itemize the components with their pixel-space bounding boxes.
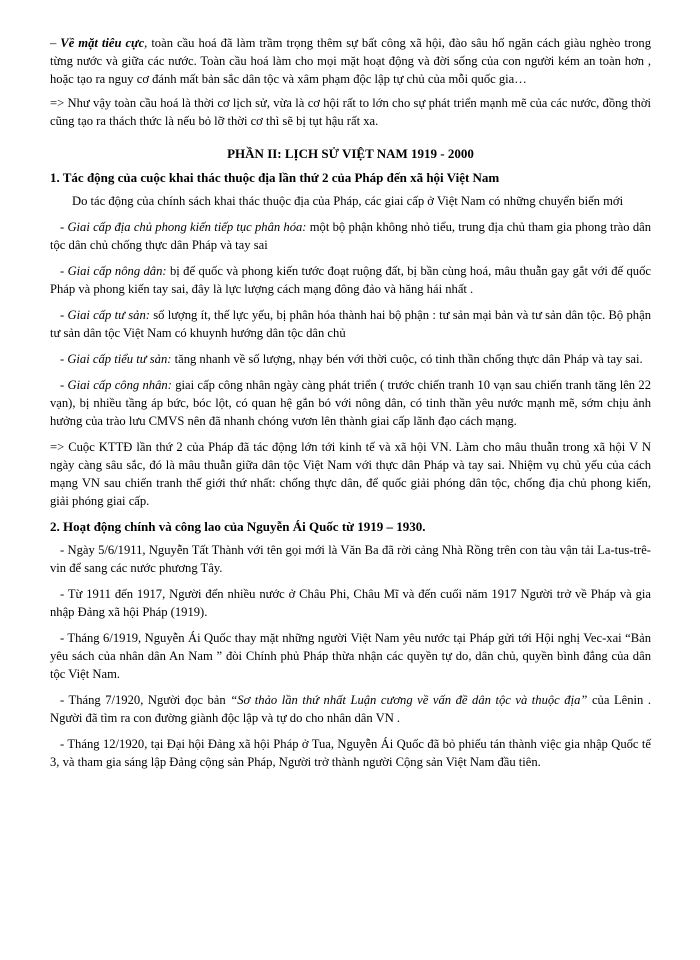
class-landlord: - Giai cấp địa chủ phong kiến tiếp tục phân hóa: một bộ phận không nhỏ tiểu, trung địa chủ tham gia phong trào dân tộc dân chủ chống thực dân Pháp và tay sai [50, 220, 652, 252]
activity-item: - Tháng 6/1919, Nguyễn Ái Quốc thay mặt những người Việt Nam yêu nước tại Pháp gửi tới Hội nghị Vec-xai “Bản yêu sách của nhân dân An Nam ” đòi Chính phủ Pháp thừa nhận các quyền tự do, dân chủ, quyền bình đẳng của dân tộc Việt Nam. [50, 631, 651, 681]
part-title: PHẦN II: LỊCH SỬ VIỆT NAM 1919 - 2000 [227, 146, 474, 161]
class-bourgeoisie: - Giai cấp tư sản: số lượng ít, thế lực yếu, bị phân hóa thành hai bộ phận : tư sản mại bản và tư sản dân tộc. Bộ phận tư sản dân tộc Việt Nam có khuynh hướng dân tộc dân chủ [50, 308, 651, 340]
section-2-title: 2. Hoạt động chính và công lao của Nguyễn Ái Quốc từ 1919 – 1930. [50, 519, 426, 534]
globalization-conclusion: => Như vậy toàn cầu hoá là thời cơ lịch sử, vừa là cơ hội rất to lớn cho sự phát triển mạnh mẽ của các nước, đồng thời cũng tạo ra thách thức là nếu bỏ lỡ thời cơ thì sẽ bị tụt hậu rất xa. [50, 96, 651, 128]
negative-aspect-label: Về mặt tiêu cực [60, 36, 145, 50]
negative-aspect-paragraph: – Về mặt tiêu cực, toàn cầu hoá đã làm trầm trọng thêm sự bất công xã hội, đào sâu hố ngăn cách giàu nghèo trong từng nước và giữa các nước. Toàn cầu hoá làm cho mọi mặt hoạt động và đời sống của con người kém an toàn hơn , hoặc tạo ra nguy cơ đánh mất bản sắc dân tộc và xâm phạm độc lập tự chủ của mỗi quốc gia… [50, 36, 651, 86]
activity-item: - Từ 1911 đến 1917, Người đến nhiều nước ở Châu Phi, Châu Mĩ và đến cuối năm 1917 Người trở về Pháp và gia nhập Đảng xã hội Pháp (1919). [50, 587, 651, 619]
class-peasant: - Giai cấp nông dân: bị đế quốc và phong kiến tước đoạt ruộng đất, bị bần cùng hoá, mâu thuẫn gay gắt với đế quốc Pháp và phong kiến tay sai, đây là lực lượng cách mạng đông đảo và hăng hái nhất . [50, 264, 651, 296]
class-worker: - Giai cấp công nhân: giai cấp công nhân ngày càng phát triển ( trước chiến tranh 10 vạn sau chiến tranh tăng lên 22 vạn), bị nhiều tầng áp bức, bóc lột, có quan hệ gắn bó với nông dân, có tinh thần yêu nước mạnh mẽ, sớm chịu ảnh hưởng của trào lưu CMVS nên đã nhanh chóng vươn lên thành giai cấp lãnh đạo cách mạng. [50, 378, 651, 428]
section-1-intro: Do tác động của chính sách khai thác thuộc địa của Pháp, các giai cấp ở Việt Nam có những chuyển biến mới [72, 194, 624, 208]
section-1-conclusion: => Cuộc KTTĐ lần thứ 2 của Pháp đã tác động lớn tới kinh tế và xã hội VN. Làm cho mâu thuẫn trong xã hội V N ngày càng sâu sắc, đó là mâu thuẫn giữa dân tộc Việt Nam với thực dân Pháp và tay sai. Nhiệm vụ chủ yếu của cách mạng VN sau chiến tranh thế giới thứ nhất: chống thực dân, để quốc giải phóng dân tộc, chống địa chủ phong kiến, giải phóng giai cấp. [50, 440, 651, 508]
document-title-quote: “Sơ thảo lần thứ nhất Luận cương về vấn đề dân tộc và thuộc địa” [230, 693, 588, 707]
class-petty-bourgeoisie: - Giai cấp tiểu tư sản: tăng nhanh về số lượng, nhạy bén với thời cuộc, có tinh thần chống thực dân Pháp và tay sai. [60, 352, 643, 366]
activity-item: - Ngày 5/6/1911, Nguyễn Tất Thành với tên gọi mới là Văn Ba đã rời cảng Nhà Rồng trên con tàu vận tải La-tus-trê-vin để sang các nước phương Tây. [50, 543, 651, 575]
section-1-title: 1. Tác động của cuộc khai thác thuộc địa lần thứ 2 của Pháp đến xã hội Việt Nam [50, 170, 500, 185]
activity-item: - Tháng 7/1920, Người đọc bản “Sơ thảo lần thứ nhất Luận cương về vấn đề dân tộc và thuộc địa” của Lênin . Người đã tìm ra con đường giành độc lập và tự do cho nhân dân VN . [50, 693, 652, 725]
activity-item: - Tháng 12/1920, tại Đại hội Đảng xã hội Pháp ở Tua, Nguyễn Ái Quốc đã bỏ phiếu tán thành việc gia nhập Quốc tế 3, và tham gia sáng lập Đảng cộng sản Pháp, Người trở thành người Cộng sản Việt Nam đầu tiên. [50, 737, 651, 769]
